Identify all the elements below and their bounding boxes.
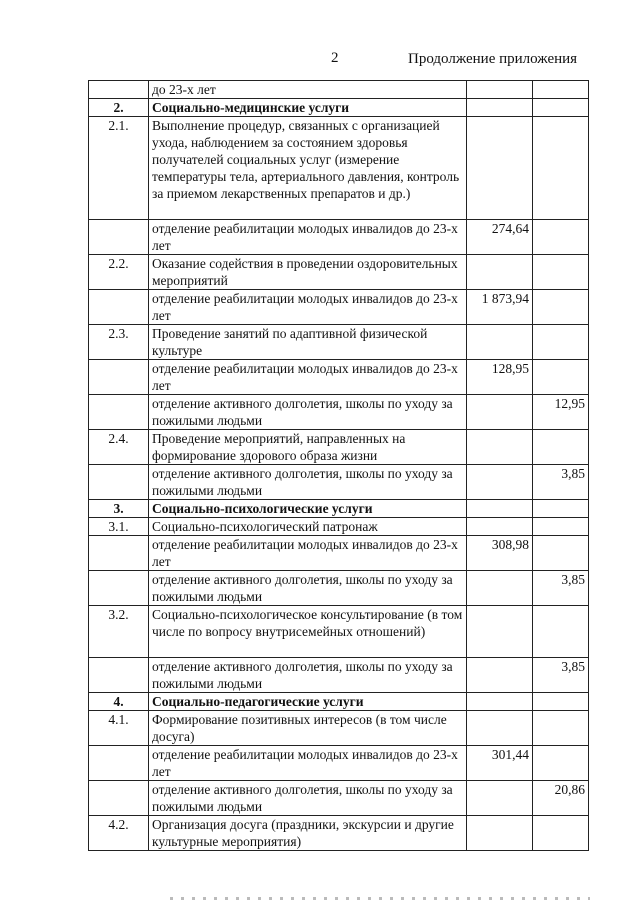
tariff-value-cell-2 — [533, 325, 589, 360]
item-number-cell — [89, 290, 149, 325]
tariff-value-cell-2: 3,85 — [533, 571, 589, 606]
item-number-cell — [89, 658, 149, 693]
service-description-cell: Социально-психологический патронаж — [149, 518, 467, 536]
tariff-value-cell-2 — [533, 117, 589, 220]
service-description-cell: Выполнение процедур, связанных с организацией ухода, наблюдением за состоянием здоровья получателей социальных услуг (измерение температуры тела, артериального давления, контроль за приемом лекарственных препаратов и др.) — [149, 117, 467, 220]
item-number-cell — [89, 395, 149, 430]
item-number-cell: 2.3. — [89, 325, 149, 360]
service-description-cell: Социально-психологические услуги — [149, 500, 467, 518]
tariff-value-cell-1 — [467, 711, 533, 746]
tariff-value-cell-1 — [467, 325, 533, 360]
service-description-cell: Проведение занятий по адаптивной физической культуре — [149, 325, 467, 360]
item-number-cell: 3.2. — [89, 606, 149, 658]
tariff-value-cell-2 — [533, 220, 589, 255]
service-description-cell: Социально-медицинские услуги — [149, 99, 467, 117]
tariff-value-cell-1 — [467, 606, 533, 658]
service-description-cell: Проведение мероприятий, направленных на формирование здорового образа жизни — [149, 430, 467, 465]
service-description-cell: отделение активного долголетия, школы по уходу за пожилыми людьми — [149, 395, 467, 430]
tariff-value-cell-2 — [533, 99, 589, 117]
item-number-cell: 3.1. — [89, 518, 149, 536]
table-row — [89, 395, 589, 430]
item-number-cell: 4. — [89, 693, 149, 711]
tariff-value-cell-2: 3,85 — [533, 465, 589, 500]
table-row — [89, 746, 589, 781]
tariff-value-cell-1: 274,64 — [467, 220, 533, 255]
service-description-cell: отделение активного долголетия, школы по уходу за пожилыми людьми — [149, 781, 467, 816]
service-description-cell: Социально-психологическое консультирование (в том числе по вопросу внутрисемейных отношений) — [149, 606, 467, 658]
table-row — [89, 325, 589, 360]
page-number: 2 — [331, 50, 339, 66]
tariff-value-cell-1: 301,44 — [467, 746, 533, 781]
tariff-value-cell-2 — [533, 360, 589, 395]
tariff-value-cell-1 — [467, 816, 533, 851]
table-row — [89, 360, 589, 395]
item-number-cell: 3. — [89, 500, 149, 518]
section-row — [89, 693, 589, 711]
tariff-value-cell-1 — [467, 571, 533, 606]
tariff-value-cell-1 — [467, 781, 533, 816]
item-number-cell — [89, 571, 149, 606]
tariff-value-cell-2 — [533, 816, 589, 851]
table-row — [89, 571, 589, 606]
tariff-value-cell-1 — [467, 117, 533, 220]
table-row — [89, 465, 589, 500]
tariff-value-cell-1 — [467, 99, 533, 117]
tariff-value-cell-1 — [467, 255, 533, 290]
item-number-cell — [89, 465, 149, 500]
service-description-cell: Социально-педагогические услуги — [149, 693, 467, 711]
service-description-cell: отделение реабилитации молодых инвалидов до 23-х лет — [149, 360, 467, 395]
tariff-value-cell-2 — [533, 746, 589, 781]
tariff-value-cell-2: 3,85 — [533, 658, 589, 693]
tariff-value-cell-2 — [533, 518, 589, 536]
table-row — [89, 781, 589, 816]
tariff-value-cell-1 — [467, 500, 533, 518]
item-number-cell: 2.4. — [89, 430, 149, 465]
service-description-cell: отделение активного долголетия, школы по уходу за пожилыми людьми — [149, 571, 467, 606]
table-row — [89, 606, 589, 658]
service-description-cell: до 23-х лет — [149, 81, 467, 99]
tariff-value-cell-2 — [533, 536, 589, 571]
item-number-cell — [89, 746, 149, 781]
tariff-value-cell-1 — [467, 518, 533, 536]
tariff-value-cell-1: 128,95 — [467, 360, 533, 395]
tariff-value-cell-1 — [467, 81, 533, 99]
tariff-value-cell-2 — [533, 430, 589, 465]
tariff-value-cell-2 — [533, 693, 589, 711]
section-row — [89, 500, 589, 518]
tariff-value-cell-2 — [533, 606, 589, 658]
service-description-cell: отделение реабилитации молодых инвалидов до 23-х лет — [149, 536, 467, 571]
tariff-value-cell-1 — [467, 465, 533, 500]
tariff-value-cell-2: 20,86 — [533, 781, 589, 816]
service-description-cell: отделение реабилитации молодых инвалидов до 23-х лет — [149, 220, 467, 255]
tariff-value-cell-1 — [467, 658, 533, 693]
item-number-cell: 2. — [89, 99, 149, 117]
table-row — [89, 518, 589, 536]
service-description-cell: отделение реабилитации молодых инвалидов до 23-х лет — [149, 746, 467, 781]
table-row — [89, 220, 589, 255]
item-number-cell — [89, 781, 149, 816]
item-number-cell — [89, 360, 149, 395]
tariff-value-cell-1: 308,98 — [467, 536, 533, 571]
tariff-value-cell-2: 12,95 — [533, 395, 589, 430]
tariff-value-cell-2 — [533, 290, 589, 325]
table-row — [89, 81, 589, 99]
item-number-cell — [89, 220, 149, 255]
service-description-cell: Формирование позитивных интересов (в том числе досуга) — [149, 711, 467, 746]
item-number-cell — [89, 536, 149, 571]
item-number-cell: 4.1. — [89, 711, 149, 746]
appendix-continuation-note: Продолжение приложения — [408, 51, 578, 67]
tariff-value-cell-2 — [533, 711, 589, 746]
tariff-value-cell-1 — [467, 693, 533, 711]
service-description-cell: Оказание содействия в проведении оздоровительных мероприятий — [149, 255, 467, 290]
item-number-cell: 4.2. — [89, 816, 149, 851]
table-row — [89, 255, 589, 290]
item-number-cell: 2.2. — [89, 255, 149, 290]
table-body — [89, 81, 589, 851]
table-row — [89, 816, 589, 851]
table-row — [89, 711, 589, 746]
table-row — [89, 536, 589, 571]
tariff-value-cell-2 — [533, 500, 589, 518]
table-row — [89, 117, 589, 220]
table-row — [89, 290, 589, 325]
section-row — [89, 99, 589, 117]
service-description-cell: отделение активного долголетия, школы по уходу за пожилыми людьми — [149, 658, 467, 693]
scan-artifact-line — [170, 897, 590, 900]
service-description-cell: Организация досуга (праздники, экскурсии и другие культурные мероприятия) — [149, 816, 467, 851]
tariff-value-cell-2 — [533, 81, 589, 99]
service-description-cell: отделение активного долголетия, школы по уходу за пожилыми людьми — [149, 465, 467, 500]
tariff-value-cell-2 — [533, 255, 589, 290]
tariff-value-cell-1 — [467, 395, 533, 430]
tariff-value-cell-1: 1 873,94 — [467, 290, 533, 325]
item-number-cell — [89, 81, 149, 99]
services-tariff-table — [88, 80, 589, 851]
table-row — [89, 430, 589, 465]
item-number-cell: 2.1. — [89, 117, 149, 220]
table-row — [89, 658, 589, 693]
tariff-value-cell-1 — [467, 430, 533, 465]
service-description-cell: отделение реабилитации молодых инвалидов до 23-х лет — [149, 290, 467, 325]
